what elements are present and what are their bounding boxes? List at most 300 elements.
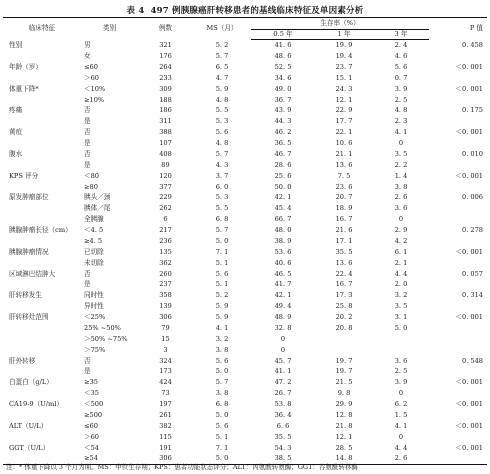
cell-cases: 120 [159, 171, 172, 180]
table-row [3, 214, 487, 225]
cell-half-year: 0 [280, 334, 286, 343]
cell-ms: 6. 8 [215, 215, 229, 224]
cell-cases: 261 [159, 410, 172, 419]
cell-feature: 腹水 [9, 149, 23, 158]
cell-three-year: 3. 1 [394, 313, 408, 322]
cell-one-year: 21. 5 [335, 378, 353, 387]
cell-category: ≥54 [81, 453, 138, 464]
table-row [3, 94, 487, 105]
cell-three-year: 6. 1 [394, 247, 408, 256]
cell-one-year: 10. 6 [335, 139, 353, 148]
cell-p-value [429, 181, 487, 192]
table-label: 表 4 [126, 6, 145, 16]
cell-p-value: ＜0. 001 [455, 62, 483, 71]
cell-three-year: 4. 6 [394, 52, 408, 61]
cell-p-value [429, 432, 487, 443]
cell-category: 是 [84, 160, 91, 169]
cell-category: ＞50% ~75% [84, 334, 128, 343]
cell-p-value: 0. 010 [462, 149, 483, 158]
cell-feature: 疼痛 [9, 106, 23, 115]
cell-feature: 黄疸 [9, 128, 23, 137]
cell-p-value [429, 279, 487, 290]
cell-one-year: 12. 1 [335, 432, 353, 441]
cell-cases: 73 [161, 389, 170, 398]
cell-feature: 肝转移灶范围 [9, 313, 49, 322]
cell-p-value: 0. 458 [462, 40, 483, 49]
table-row [3, 84, 487, 95]
cell-feature [3, 51, 81, 62]
cell-cases: 309 [159, 84, 172, 93]
cell-one-year [315, 345, 373, 356]
cell-cases: 264 [159, 62, 172, 71]
cell-category: ＜80 [84, 171, 99, 180]
cell-feature: 体重下降* [9, 84, 39, 93]
cell-three-year: 2. 9 [394, 226, 408, 235]
table-row [3, 247, 487, 258]
cell-ms: 3. 2 [215, 334, 229, 343]
cell-one-year: 24. 3 [335, 84, 353, 93]
cell-ms: 5. 2 [215, 40, 229, 49]
cell-category: ＜35 [84, 389, 99, 398]
cell-category: ＜10% [84, 84, 106, 93]
cell-category: 否 [84, 149, 91, 158]
cell-ms: 3. 8 [215, 389, 229, 398]
cell-ms: 6. 0 [215, 182, 229, 191]
cell-three-year: 3. 5 [394, 302, 408, 311]
cell-one-year: 21. 8 [335, 421, 353, 430]
table-row [3, 377, 487, 388]
cell-ms: 5. 6 [215, 128, 229, 137]
cell-feature [3, 258, 81, 269]
cell-one-year: 13. 6 [335, 160, 353, 169]
cell-half-year: 42. 1 [274, 193, 292, 202]
cell-feature [3, 323, 81, 334]
cell-cases: 236 [159, 236, 172, 245]
cell-category: 未切除 [84, 258, 104, 267]
cell-cases: 262 [159, 204, 172, 213]
cell-three-year: 0 [398, 432, 404, 441]
header-ms: MS（月） [193, 18, 251, 40]
cell-cases: 191 [159, 443, 172, 452]
cell-one-year: 14. 8 [315, 453, 373, 464]
cell-three-year: 2. 1 [394, 258, 408, 267]
cell-three-year: 4. 8 [394, 106, 408, 115]
cell-half-year: 36. 7 [274, 95, 292, 104]
table-row [3, 290, 487, 301]
cell-feature [3, 73, 81, 84]
cell-p-value: 0. 314 [462, 291, 483, 300]
cell-p-value [429, 258, 487, 269]
cell-feature: 肝外转移 [9, 356, 36, 365]
cell-cases: 424 [159, 378, 172, 387]
table-row [3, 366, 487, 377]
cell-category: 男 [84, 40, 91, 49]
cell-half-year: 53. 6 [274, 247, 292, 256]
cell-cases: 321 [159, 40, 172, 49]
cell-feature [3, 214, 81, 225]
cell-category: ＜25% [84, 313, 106, 322]
header-feature: 临床特征 [3, 18, 81, 40]
cell-half-year: 41. 6 [274, 41, 292, 50]
cell-one-year: 21. 1 [335, 149, 353, 158]
cell-half-year: 46. 5 [274, 269, 292, 278]
cell-category: 25% ~50% [84, 323, 121, 332]
cell-feature: KPS 评分 [9, 171, 39, 180]
cell-feature: 胰腺肿瘤情况 [9, 247, 49, 256]
cell-p-value: ＜0. 001 [455, 400, 483, 409]
table-row [3, 301, 487, 312]
cell-cases: 217 [159, 226, 172, 235]
cell-one-year: 12. 8 [335, 410, 353, 419]
cell-one-year: 19. 7 [335, 367, 353, 376]
cell-half-year: 28. 6 [274, 160, 292, 169]
cell-p-value [429, 160, 487, 171]
cell-one-year: 19. 7 [335, 356, 353, 365]
cell-p-value [429, 453, 487, 464]
table-row [3, 192, 487, 203]
table-row [3, 181, 487, 192]
cell-p-value: 0. 278 [462, 226, 483, 235]
cell-cases: 388 [159, 128, 172, 137]
cell-feature: 胰腺肿瘤长径（cm） [9, 226, 72, 235]
cell-cases: 358 [159, 291, 172, 300]
cell-half-year: 48. 0 [274, 226, 292, 235]
cell-three-year: 4. 1 [394, 128, 408, 137]
cell-cases: 186 [159, 106, 172, 115]
cell-cases: 306 [138, 453, 193, 464]
cell-one-year: 35. 5 [335, 247, 353, 256]
cell-cases: 324 [159, 356, 172, 365]
cell-category: ≥4. 5 [84, 236, 103, 245]
cell-three-year: 1. 5 [394, 410, 408, 419]
cell-cases: 115 [159, 432, 172, 441]
cell-ms: 5. 9 [215, 313, 229, 322]
cell-p-value: ＜0. 001 [455, 128, 483, 137]
cell-ms: 4. 1 [215, 323, 229, 332]
table-row [3, 40, 487, 51]
cell-feature: ALT（U/L） [9, 421, 48, 430]
cell-category: 是 [84, 139, 91, 148]
cell-category: ＞60 [84, 432, 99, 441]
cell-category: 是 [84, 280, 91, 289]
cell-cases: 15 [161, 334, 170, 343]
cell-category: 异时性 [84, 302, 104, 311]
cell-p-value [429, 345, 487, 356]
cell-ms: 4. 8 [215, 95, 229, 104]
table-row [3, 355, 487, 366]
cell-one-year: 18. 9 [335, 204, 353, 213]
cell-cases: 188 [159, 95, 172, 104]
cell-ms: 5. 5 [215, 106, 229, 115]
cell-ms: 5. 3 [215, 117, 229, 126]
cell-one-year: 25. 8 [335, 302, 353, 311]
cell-three-year: 3. 8 [394, 182, 408, 191]
cell-feature: 肝转移发生 [9, 291, 42, 300]
header-one-year: 1 年 [315, 30, 373, 40]
cell-ms: 5. 5 [215, 204, 229, 213]
table-row [3, 62, 487, 73]
cell-ms: 5. 0 [215, 236, 229, 245]
cell-ms: 5. 7 [215, 378, 229, 387]
cell-three-year: 0 [398, 139, 404, 148]
cell-p-value [429, 334, 487, 345]
cell-feature [3, 410, 81, 421]
cell-ms: 5. 2 [215, 291, 229, 300]
cell-category: ≤60 [84, 421, 98, 430]
cell-p-value [429, 94, 487, 105]
cell-half-year: 41. 1 [274, 367, 292, 376]
cell-three-year: 3. 5 [394, 149, 408, 158]
cell-one-year: 20. 7 [335, 193, 353, 202]
cell-half-year: 40. 6 [274, 258, 292, 267]
cell-p-value: 0. 057 [462, 269, 483, 278]
cell-half-year: 32. 8 [274, 323, 292, 332]
cell-feature [3, 388, 81, 399]
cell-feature [3, 203, 81, 214]
cell-p-value: 0. 006 [462, 193, 483, 202]
cell-p-value [429, 410, 487, 421]
cell-p-value: ＜0. 001 [455, 84, 483, 93]
cell-one-year: 16. 7 [335, 215, 353, 224]
cell-ms: 5. 1 [215, 432, 229, 441]
cell-half-year: 26. 7 [274, 389, 292, 398]
cell-cases: 377 [159, 182, 172, 191]
cell-half-year: 47. 2 [274, 378, 292, 387]
cell-feature [3, 181, 81, 192]
table-row [3, 410, 487, 421]
table-row [3, 149, 487, 160]
cell-half-year: 46. 2 [274, 128, 292, 137]
cell-three-year: 4. 1 [394, 421, 408, 430]
cell-category: 女 [84, 52, 91, 61]
header-p-value: P 值 [429, 18, 487, 40]
cell-three-year: 2. 6 [394, 193, 408, 202]
cell-three-year [373, 334, 429, 345]
cell-half-year: 50. 0 [274, 182, 292, 191]
cell-ms: 4. 7 [215, 73, 229, 82]
cell-three-year: 3. 2 [394, 291, 408, 300]
cell-one-year: 22. 9 [335, 106, 353, 115]
cell-half-year: 25. 6 [274, 171, 292, 180]
cell-one-year: 20. 2 [335, 313, 353, 322]
cell-half-year: 34. 6 [274, 73, 292, 82]
cell-one-year: 17. 3 [335, 291, 353, 300]
table-row [3, 421, 487, 432]
cell-cases: 260 [159, 269, 172, 278]
cell-feature: 白蛋白（g/L） [9, 378, 53, 387]
cell-feature [3, 334, 81, 345]
header-survival-group: 生存率（%） [251, 18, 429, 30]
cell-cases: 3 [163, 345, 168, 354]
cell-category: ＜500 [84, 400, 104, 409]
cell-three-year: 0 [398, 215, 404, 224]
cell-p-value: ＜0. 001 [455, 378, 483, 387]
cell-feature [3, 236, 81, 247]
cell-three-year: 6. 2 [394, 400, 408, 409]
cell-feature [3, 279, 81, 290]
cell-feature: 性别 [9, 40, 23, 49]
cell-feature [3, 301, 81, 312]
cell-one-year: 9. 8 [337, 389, 351, 398]
cell-one-year: 28. 5 [335, 443, 353, 452]
table-row [3, 116, 487, 127]
cell-category: 是 [84, 117, 91, 126]
cell-three-year: 2. 6 [373, 453, 429, 464]
cell-category: 胰头／颈 [84, 193, 111, 202]
cell-cases: 408 [159, 149, 172, 158]
cell-one-year: 29. 9 [335, 400, 353, 409]
header-category: 类别 [81, 18, 138, 40]
cell-ms: 7. 1 [215, 443, 229, 452]
cell-three-year: 5. 6 [394, 62, 408, 71]
cell-three-year: 3. 9 [394, 84, 408, 93]
cell-ms: 3. 7 [215, 171, 229, 180]
cell-three-year: 3. 6 [394, 356, 408, 365]
table-row [3, 51, 487, 62]
cell-ms: 5. 9 [215, 302, 229, 311]
cell-feature [3, 366, 81, 377]
cell-ms: 5. 0 [215, 410, 229, 419]
table-row [3, 73, 487, 84]
cell-ms: 5. 1 [215, 258, 229, 267]
cell-p-value: ＜0. 001 [455, 421, 483, 430]
cell-three-year: 5. 0 [394, 323, 408, 332]
cell-p-value: ＜0. 001 [455, 443, 483, 452]
cell-cases: 89 [161, 160, 170, 169]
cell-category: ≥35 [84, 378, 98, 387]
cell-p-value [429, 138, 487, 149]
cell-three-year: 2. 2 [394, 160, 408, 169]
cell-one-year: 19. 9 [335, 41, 353, 50]
cell-category: 已切除 [84, 247, 104, 256]
cell-p-value [429, 388, 487, 399]
cell-three-year: 2. 5 [394, 95, 408, 104]
cell-one-year: 20. 8 [335, 323, 353, 332]
table-title: 497 例胰腺癌肝转移患者的基线临床特征及单因素分析 [150, 6, 364, 16]
cell-category: ≤60 [84, 62, 98, 71]
table-caption [0, 4, 490, 16]
table-row [3, 432, 487, 443]
cell-p-value [429, 214, 487, 225]
cell-p-value [429, 51, 487, 62]
cell-three-year: 0. 7 [394, 73, 408, 82]
cell-three-year: 2. 3 [394, 117, 408, 126]
cell-p-value [429, 301, 487, 312]
cell-ms: 5. 6 [215, 269, 229, 278]
cell-half-year: 45. 7 [274, 356, 292, 365]
cell-cases: 197 [159, 400, 172, 409]
table-row [3, 138, 487, 149]
table-row [3, 388, 487, 399]
table-row [3, 312, 487, 323]
cell-half-year: 0 [280, 345, 286, 354]
cell-p-value [429, 323, 487, 334]
cell-feature: CA19-9（U/ml） [9, 400, 63, 409]
table-body [3, 40, 487, 465]
table-row [3, 160, 487, 171]
cell-ms: 5. 7 [215, 52, 229, 61]
cell-one-year: 23. 6 [335, 182, 353, 191]
cell-half-year: 42. 1 [274, 291, 292, 300]
cell-one-year: 19. 4 [335, 52, 353, 61]
cell-half-year: 35. 5 [274, 432, 292, 441]
cell-cases: 233 [159, 73, 172, 82]
table-row [3, 127, 487, 138]
cell-half-year: 45. 4 [274, 204, 292, 213]
cell-category: ≥10% [84, 95, 105, 104]
cell-category: ＜54 [84, 443, 99, 452]
cell-ms: 4. 3 [215, 160, 229, 169]
cell-ms: 5. 0 [193, 453, 251, 464]
cell-p-value [429, 236, 487, 247]
cell-half-year: 36. 4 [274, 410, 292, 419]
cell-cases: 362 [159, 258, 172, 267]
cell-cases: 79 [161, 323, 170, 332]
cell-ms: 5. 7 [215, 149, 229, 158]
cell-ms: 6. 8 [215, 400, 229, 409]
cell-cases: 311 [159, 117, 172, 126]
cell-one-year: 16. 7 [335, 280, 353, 289]
cell-category: ＞75% [84, 345, 106, 354]
table-row [3, 334, 487, 345]
cell-three-year: 4. 2 [394, 236, 408, 245]
cell-category: 全胰腺 [84, 215, 104, 224]
cell-cases: 173 [159, 367, 172, 376]
cell-half-year: 38. 5 [251, 453, 315, 464]
cell-category: 是 [84, 367, 91, 376]
cell-cases: 237 [159, 280, 172, 289]
table-row [3, 442, 487, 453]
cell-feature: 区域淋巴结肿大 [9, 269, 56, 278]
cell-three-year: 2. 4 [394, 41, 408, 50]
cell-feature: GGT（U/L） [9, 443, 50, 452]
cell-p-value [429, 73, 487, 84]
cell-feature [3, 94, 81, 105]
cell-half-year: 44. 3 [274, 117, 292, 126]
cell-p-value [429, 203, 487, 214]
cell-ms: 7. 1 [215, 247, 229, 256]
cell-feature [3, 432, 81, 443]
cell-ms: 4. 8 [215, 139, 229, 148]
cell-half-year: 48. 9 [274, 313, 292, 322]
cell-half-year: 46. 7 [274, 149, 292, 158]
cell-feature: 年龄（岁） [9, 62, 42, 71]
cell-three-year: 3. 9 [394, 378, 408, 387]
cell-category: ≥500 [84, 410, 103, 419]
cell-half-year: 38. 9 [274, 236, 292, 245]
table-row [3, 258, 487, 269]
cell-half-year: 52. 5 [274, 62, 292, 71]
cell-p-value: ＜0. 001 [455, 247, 483, 256]
cell-half-year: 48. 6 [274, 52, 292, 61]
cell-half-year: 6. 6 [276, 421, 290, 430]
cell-category: ≥80 [84, 182, 98, 191]
cell-one-year: 13. 6 [335, 258, 353, 267]
cell-ms: 5. 0 [215, 367, 229, 376]
cell-ms: 3. 8 [215, 345, 229, 354]
cell-p-value: 0. 548 [462, 356, 483, 365]
cell-half-year: 49. 4 [274, 302, 292, 311]
cell-category: 否 [84, 356, 91, 365]
table-row [3, 236, 487, 247]
cell-three-year: 3. 6 [394, 204, 408, 213]
table-row [3, 171, 487, 182]
cell-category: 同时性 [84, 291, 104, 300]
cell-cases: 229 [159, 193, 172, 202]
cell-feature: 原发肿瘤部位 [9, 193, 49, 202]
cell-ms: 6. 5 [215, 62, 229, 71]
cell-feature [3, 160, 81, 171]
